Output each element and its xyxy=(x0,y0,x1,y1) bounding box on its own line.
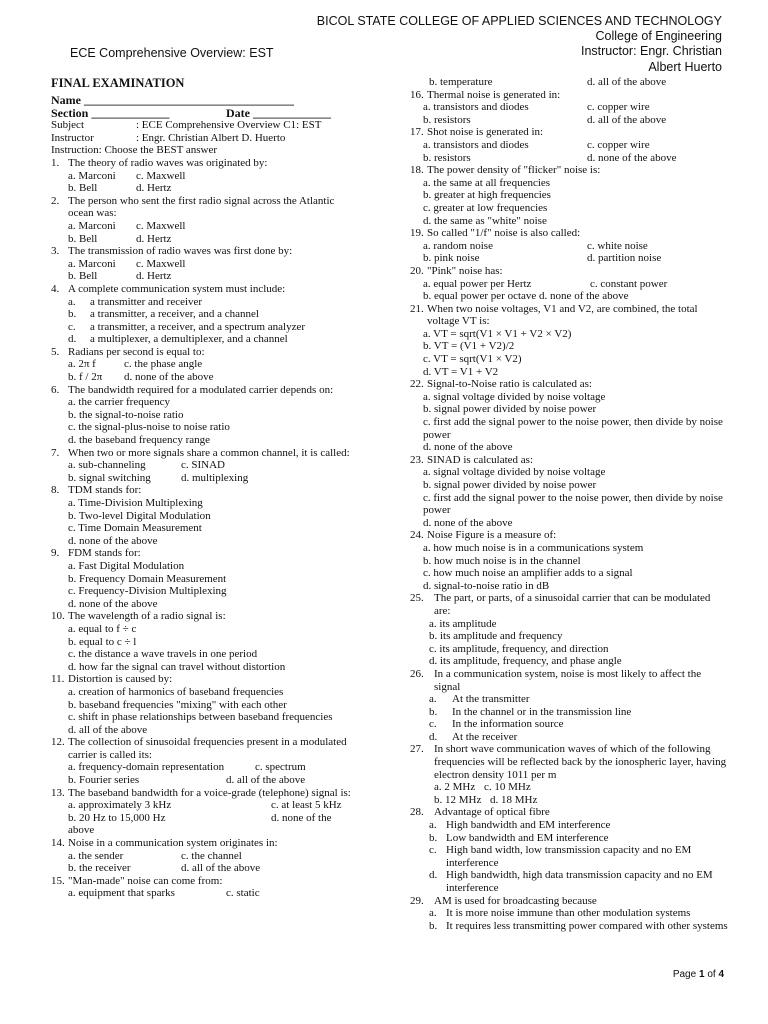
instructor-line: Instructor: Engr. Christian xyxy=(580,44,722,59)
option: a. It is more noise immune than other modulation systems xyxy=(429,907,691,920)
question: 26. In a communication system, noise is most likely to affect the signal xyxy=(410,667,702,693)
option: b. Low bandwidth and EM interference xyxy=(429,831,609,844)
option: c. first add the signal power to the noise power, then divide by noise power xyxy=(423,491,723,517)
option: c. a transmitter, a receiver, and a spectrum analyzer xyxy=(68,320,306,333)
question: 15. "Man-made" noise can come from: xyxy=(51,874,223,887)
option: b. how much noise is in the channel xyxy=(423,554,581,567)
option: c. the signal-plus-noise to noise ratio xyxy=(68,421,230,434)
page-number: Page 1 of 4 xyxy=(672,969,724,980)
date-line: Date _____________ xyxy=(226,105,331,120)
option: a. the same at all frequencies xyxy=(423,176,551,189)
option: b. signal power divided by noise power xyxy=(423,479,597,491)
option: c. High band width, low transmission capacity and no EM interference xyxy=(429,844,692,869)
option: b. Frequency Domain Measurement xyxy=(68,572,227,585)
option: b. its amplitude and frequency xyxy=(429,630,563,643)
option: a. At the transmitter xyxy=(429,693,530,706)
left-column xyxy=(51,76,357,900)
option-row: b. Bell d. Hertz xyxy=(68,270,172,283)
option-row: a. random noise c. white noise xyxy=(423,239,648,252)
question: 7. When two or more signals share a common channel, it is called: xyxy=(51,446,350,459)
option-row: b. 12 MHz d. 18 MHz xyxy=(434,793,538,806)
subject-row: Subject : ECE Comprehensive Overview C1: EST xyxy=(51,119,322,132)
option: a. VT = sqrt(V1 × V1 + V2 × V2) xyxy=(423,327,572,340)
option: b. equal to c ÷ l xyxy=(68,635,137,648)
option: d. VT = V1 + V2 xyxy=(423,365,499,378)
option-row: a. approximately 3 kHz c. at least 5 kHz xyxy=(68,799,342,812)
option-row: b. resistors d. none of the above xyxy=(423,151,677,164)
option-row: a. transistors and diodes c. copper wire xyxy=(423,101,650,114)
question: 18. The power density of "flicker" noise is: xyxy=(410,164,601,177)
option: d. none of the above xyxy=(423,516,513,529)
question: 25. The part, or parts, of a sinusoidal carrier that can be modulated are: xyxy=(410,592,711,617)
option: d. the baseband frequency range xyxy=(68,434,211,447)
option: a. how much noise is in a communications system xyxy=(423,541,644,554)
option: b. Two-level Digital Modulation xyxy=(68,509,211,522)
question: 21. When two noise voltages, V1 and V2, are combined, the total voltage VT is: xyxy=(410,302,698,328)
option: a. the carrier frequency xyxy=(68,396,170,409)
option: a. a transmitter and receiver xyxy=(68,295,203,308)
option: c. how much noise an amplifier adds to a signal xyxy=(423,567,633,580)
option-row: b. f / 2π d. none of the above xyxy=(68,371,214,384)
option: d. none of the above xyxy=(68,597,158,610)
option: b. the signal-to-noise ratio xyxy=(68,408,184,421)
option: c. its amplitude, frequency, and direction xyxy=(429,642,609,655)
option: a. Time-Division Multiplexing xyxy=(68,497,203,509)
option: c. Frequency-Division Multiplexing xyxy=(68,585,227,598)
option: a. signal voltage divided by noise voltage xyxy=(423,390,606,403)
question: 3. The transmission of radio waves was first done by: xyxy=(51,245,293,258)
question: 20. "Pink" noise has: xyxy=(410,264,503,277)
option: d. a multiplexer, a demultiplexer, and a channel xyxy=(68,333,288,346)
option-row: a. the sender c. the channel xyxy=(68,849,242,862)
option-row: a. Marconi c. Maxwell xyxy=(68,257,186,270)
school-name: BICOL STATE COLLEGE OF APPLIED SCIENCES AND TECHNOLOGY xyxy=(316,14,722,28)
exam-title: FINAL EXAMINATION xyxy=(51,76,185,90)
option-row: b. resistors d. all of the above xyxy=(423,113,667,126)
right-column xyxy=(410,76,728,932)
question: 4. A complete communication system must include: xyxy=(51,282,286,295)
option-row: b. Bell d. Hertz xyxy=(68,182,172,195)
option: b. equal power per octave d. none of the above xyxy=(423,290,629,303)
question: 29. AM is used for broadcasting because xyxy=(410,894,597,907)
question: 27. In short wave communication waves of which of the following frequencies will be reflected back by the ionospheric layer, having electron density 1011 per m xyxy=(410,743,727,781)
question: 5. Radians per second is equal to: xyxy=(51,345,205,358)
instruction: Instruction: Choose the BEST answer xyxy=(51,144,217,157)
page-header xyxy=(317,14,722,75)
section-date-line xyxy=(51,107,357,120)
question: 10. The wavelength of a radio signal is: xyxy=(51,610,226,623)
question: 11. Distortion is caused by: xyxy=(51,673,173,686)
option: d. At the receiver xyxy=(429,730,518,743)
option-row: b. 20 Hz to 15,000 Hz d. none of the xyxy=(68,811,332,824)
option: b. a transmitter, a receiver, and a channel xyxy=(68,308,259,321)
name-line: Name ___________________________________ xyxy=(51,93,294,107)
section-line: Section _____________ xyxy=(51,105,170,120)
option-row: b. temperature d. all of the above xyxy=(429,76,667,88)
option-row: a. Marconi c. Maxwell xyxy=(68,169,186,182)
option: c. the distance a wave travels in one period xyxy=(68,648,258,661)
option: b. greater at high frequencies xyxy=(423,189,551,202)
option-row: a. 2 MHz c. 10 MHz xyxy=(434,781,531,794)
option: a. creation of harmonics of baseband frequencies xyxy=(68,685,284,698)
option: c. Time Domain Measurement xyxy=(68,522,202,535)
option-row: a. transistors and diodes c. copper wire xyxy=(423,138,650,151)
question: 8. TDM stands for: xyxy=(51,484,142,497)
option-row: b. the receiver d. all of the above xyxy=(68,862,261,875)
option: c. shift in phase relationships between baseband frequencies xyxy=(68,711,333,724)
college-name: College of Engineering xyxy=(595,29,722,44)
option: d. how far the signal can travel without distortion xyxy=(68,660,286,673)
option: c. greater at low frequencies xyxy=(423,201,548,214)
option: b. signal power divided by noise power xyxy=(423,403,597,416)
instructor-line: Albert Huerto xyxy=(648,59,722,74)
question: 13. The baseband bandwidth for a voice-grade (telephone) signal is: xyxy=(51,786,351,799)
option-row: b. Bell d. Hertz xyxy=(68,232,172,245)
option: a. equal to f ÷ c xyxy=(68,622,137,635)
option: d. its amplitude, frequency, and phase angle xyxy=(429,655,622,668)
question: 23. SINAD is calculated as: xyxy=(410,453,533,466)
option-row: a. 2π f c. the phase angle xyxy=(68,358,203,371)
option-row: a. sub-channeling c. SINAD xyxy=(68,459,225,472)
question: 1. The theory of radio waves was originated by: xyxy=(51,156,268,169)
question: 28. Advantage of optical fibre xyxy=(410,806,550,819)
option: d. all of the above xyxy=(68,723,148,736)
question: 19. So called "1/f" noise is also called: xyxy=(410,227,581,240)
option-row: a. equal power per Hertz c. constant power xyxy=(423,277,668,290)
question: 22. Signal-to-Noise ratio is calculated as: xyxy=(410,378,592,391)
option: a. signal voltage divided by noise voltage xyxy=(423,466,606,479)
option: a. its amplitude xyxy=(429,617,497,630)
option-row: a. equipment that sparks c. static xyxy=(68,887,260,900)
option: a. Fast Digital Modulation xyxy=(68,559,185,572)
option: d. none of the above xyxy=(423,441,513,454)
instructor-row: Instructor : Engr. Christian Albert D. Huerto xyxy=(51,131,286,144)
question: 24. Noise Figure is a measure of: xyxy=(410,529,557,542)
course-title: ECE Comprehensive Overview: EST xyxy=(70,46,274,60)
option-row: b. Fourier series d. all of the above xyxy=(68,774,306,787)
question: 12. The collection of sinusoidal frequencies present in a modulated carrier is called its: xyxy=(51,736,347,761)
option: b. In the channel or in the transmission line xyxy=(429,705,632,718)
question: 2. The person who sent the first radio signal across the Atlantic ocean was: xyxy=(51,194,335,220)
option: c. first add the signal power to the noise power, then divide by noise power xyxy=(423,416,723,441)
question: 16. Thermal noise is generated in: xyxy=(410,88,561,101)
option: b. VT = (V1 + V2)/2 xyxy=(423,340,515,353)
question: 9. FDM stands for: xyxy=(51,547,141,560)
option: d. High bandwidth, high data transmission capacity and no EM interference xyxy=(429,869,713,894)
option: d. the same as "white" noise xyxy=(423,214,547,227)
option: d. signal-to-noise ratio in dB xyxy=(423,579,550,592)
option-row: a. frequency-domain representation c. spectrum xyxy=(68,761,306,774)
option-row: b. signal switching d. multiplexing xyxy=(68,471,249,484)
option: b. It requires less transmitting power compared with other systems xyxy=(429,919,728,932)
option: c. In the information source xyxy=(429,718,564,731)
option: c. VT = sqrt(V1 × V2) xyxy=(423,353,522,366)
option: a. High bandwidth and EM interference xyxy=(429,819,611,832)
option: d. none of the above xyxy=(68,534,158,547)
option: b. baseband frequencies "mixing" with each other xyxy=(68,698,287,711)
option-continuation: above xyxy=(68,824,95,837)
question: 14. Noise in a communication system originates in: xyxy=(51,837,278,850)
option-row: a. Marconi c. Maxwell xyxy=(68,219,186,232)
option-row: b. pink noise d. partition noise xyxy=(423,252,662,265)
question: 17. Shot noise is generated in: xyxy=(410,126,544,139)
question: 6. The bandwidth required for a modulated carrier depends on: xyxy=(51,383,334,396)
